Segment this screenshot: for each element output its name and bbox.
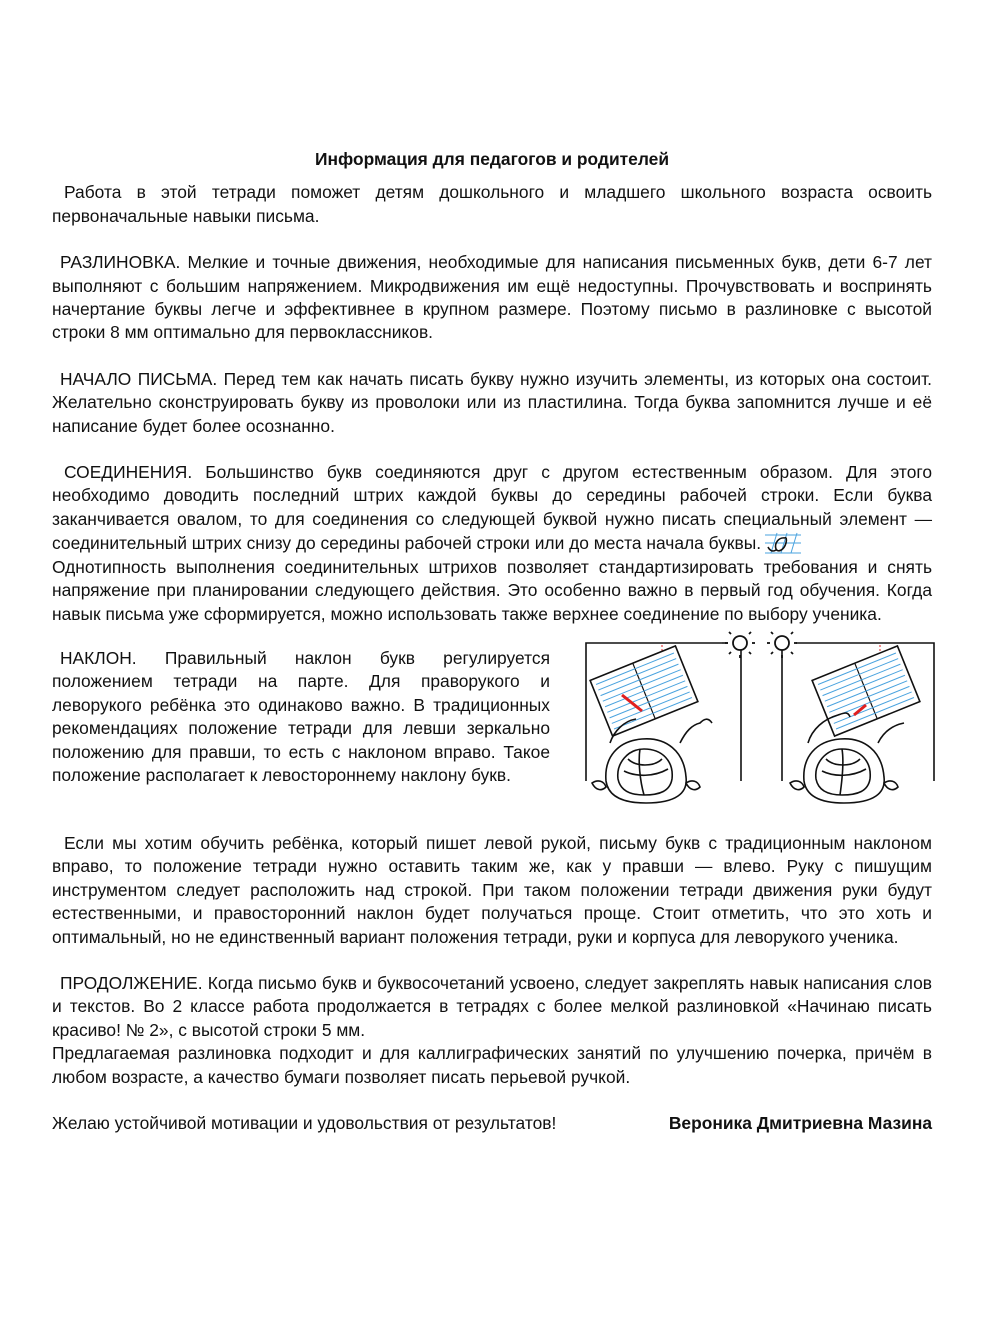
desk-illustration bbox=[584, 631, 936, 809]
tilt-paragraph-2: Если мы хотим обучить ребёнка, который пишет левой рукой, письму букв с традиционным наклоном вправо, то положение тетради нужно оставить таким же, как у правши — влево. Руку с пишущим инструментом следует расположить над строкой. При таком положении тетради движения руки будут естественными, и правосторонний наклон будет получаться проще. Стоит отметить, что это хоть и оптимальный, но не единственный вариант положения тетради, руки и корпуса для леворукого ученика. bbox=[52, 832, 932, 947]
connection-sample-icon bbox=[765, 531, 801, 555]
ruling-paragraph: РАЗЛИНОВКА. Мелкие и точные движения, необходимые для написания письменных букв, дети 6-7 лет выполняют с большим напряжением. Микродвижения им ещё недоступны. Прочувствовать и воспринять начертание буквы легче и эффективнее в крупном размере. Поэтому письмо в разлиновке с высотой строки 8 мм оптимально для первоклассников. bbox=[52, 252, 932, 343]
connections-text: СОЕДИНЕНИЯ. Большинство букв соединяются друг с другом естественным образом. Для этого необходимо доводить последний штрих каждой буквы до середины рабочей строки. Если буква заканчивается овалом, то для соединения со следующей буквой нужно писать специальный элемент — соединительный штрих снизу до середины рабочей строки или до места начала буквы. bbox=[52, 462, 932, 554]
connections-paragraph bbox=[52, 461, 932, 556]
continuation-paragraph-2: Предлагаемая разлиновка подходит и для каллиграфических занятий по улучшению почерка, причём в любом возрасте, а качество бумаги позволяет писать перьевой ручкой. bbox=[52, 1043, 932, 1087]
signature-line bbox=[52, 1112, 932, 1135]
document-page bbox=[52, 148, 932, 1135]
connections-paragraph-2: Однотипность выполнения соединительных штрихов позволяет стандартизировать требования и снять напряжение при планировании следующего действия. Это особенно важно в первый год обучения. Когда навык письма уже сформируется, можно использовать также верхнее соединение по выбору ученика. bbox=[52, 556, 932, 624]
intro-paragraph: Работа в этой тетради поможет детям дошкольного и младшего школьного возраста освоить первоначальные навыки письма. bbox=[52, 182, 932, 226]
sun-icon bbox=[725, 631, 755, 658]
tilt-paragraph: НАКЛОН. Правильный наклон букв регулируется положением тетради на парте. Для праворукого и леворукого ребёнка это одинаково важно. В традиционных рекомендациях положение тетради для левши зеркально положению для правши, то есть с наклоном вправо. Такое положение располагает к левостороннему наклону букв. bbox=[52, 647, 550, 785]
start-paragraph: НАЧАЛО ПИСЬМА. Перед тем как начать писать букву нужно изучить элементы, из которых она состоит. Желательно сконструировать букву из проволоки или из пластилина. Тогда буква запомнится лучше и её написание будет более осознанно. bbox=[52, 368, 932, 436]
page-title: Информация для педагогов и родителей bbox=[314, 149, 670, 169]
continuation-paragraph: ПРОДОЛЖЕНИЕ. Когда письмо букв и буквосочетаний усвоено, следует закреплять навык написания слов и текстов. Во 2 классе работа продолжается в тетрадях с более мелкой разлиновкой «Начинаю писать красиво! № 2», с высотой строки 5 мм. bbox=[52, 972, 932, 1040]
closing-text: Желаю устойчивой мотивации и удовольствия от результатов! bbox=[52, 1112, 557, 1133]
author-name: Вероника Дмитриевна Мазина bbox=[668, 1112, 932, 1133]
tilt-section bbox=[52, 647, 932, 833]
